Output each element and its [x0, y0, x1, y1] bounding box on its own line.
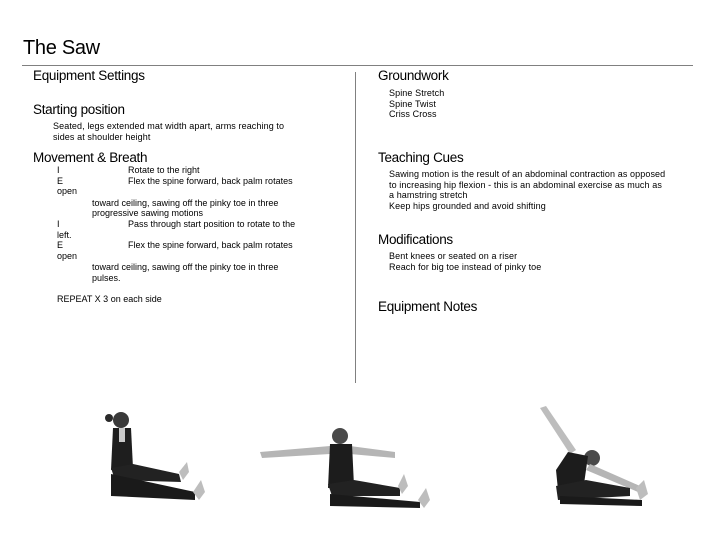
teaching-cues-text — [389, 169, 665, 211]
column-divider — [355, 72, 356, 383]
teaching-cue-line: Keep hips grounded and avoid shifting — [389, 200, 546, 211]
equipment-settings-heading: Equipment Settings — [33, 68, 145, 83]
movement-text: toward ceiling, sawing off the pinky toe in three — [92, 198, 279, 208]
groundwork-heading: Groundwork — [378, 68, 449, 83]
equipment-notes-heading: Equipment Notes — [378, 299, 478, 314]
starting-position-line: Seated, legs extended mat width apart, arms reaching to — [53, 121, 285, 131]
photo-start-position — [75, 400, 215, 510]
movement-text: Pass through start position to rotate to the — [128, 219, 296, 229]
repeat-note: REPEAT X 3 on each side — [57, 294, 162, 304]
breath-label: I — [57, 219, 60, 229]
groundwork-item: Spine Stretch — [389, 88, 445, 98]
starting-position-text — [53, 121, 284, 143]
starting-position-heading: Starting position — [33, 102, 125, 117]
movement-text: toward ceiling, sawing off the pinky toe in three — [92, 262, 279, 272]
movement-text: progressive sawing motions — [92, 208, 204, 218]
movement-text: Rotate to the right — [128, 165, 200, 175]
movement-text: pulses. — [92, 273, 121, 283]
groundwork-item: Spine Twist — [389, 98, 436, 109]
modifications-list — [389, 251, 541, 272]
breath-label: E — [57, 240, 64, 250]
header-divider — [22, 65, 693, 66]
movement-text: Flex the spine forward, back palm rotates — [128, 240, 293, 250]
breath-label: left. — [57, 230, 72, 240]
teaching-cues-heading: Teaching Cues — [378, 150, 464, 165]
groundwork-item: Criss Cross — [389, 109, 437, 119]
modifications-heading: Modifications — [378, 232, 453, 247]
photo-saw-rotation — [530, 400, 670, 510]
page-title: The Saw — [23, 37, 100, 59]
movement-text: Flex the spine forward, back palm rotates — [128, 176, 293, 186]
teaching-cue-line: to increasing hip flexion - this is an abdominal exercise as much as — [389, 179, 662, 190]
teaching-cue-line: a hamstring stretch — [389, 190, 468, 200]
modification-item: Bent knees or seated on a riser — [389, 251, 518, 261]
breath-label: open — [57, 186, 78, 196]
movement-breath-heading: Movement & Breath — [33, 150, 148, 165]
breath-label: open — [57, 251, 78, 261]
breath-label: E — [57, 176, 64, 186]
teaching-cue-line: Sawing motion is the result of an abdominal contraction as opposed — [389, 169, 666, 179]
groundwork-list — [389, 88, 444, 120]
modification-item: Reach for big toe instead of pinky toe — [389, 261, 542, 272]
photo-arms-extended — [250, 400, 440, 510]
breath-label: I — [57, 165, 60, 175]
starting-position-line: sides at shoulder height — [53, 132, 151, 142]
